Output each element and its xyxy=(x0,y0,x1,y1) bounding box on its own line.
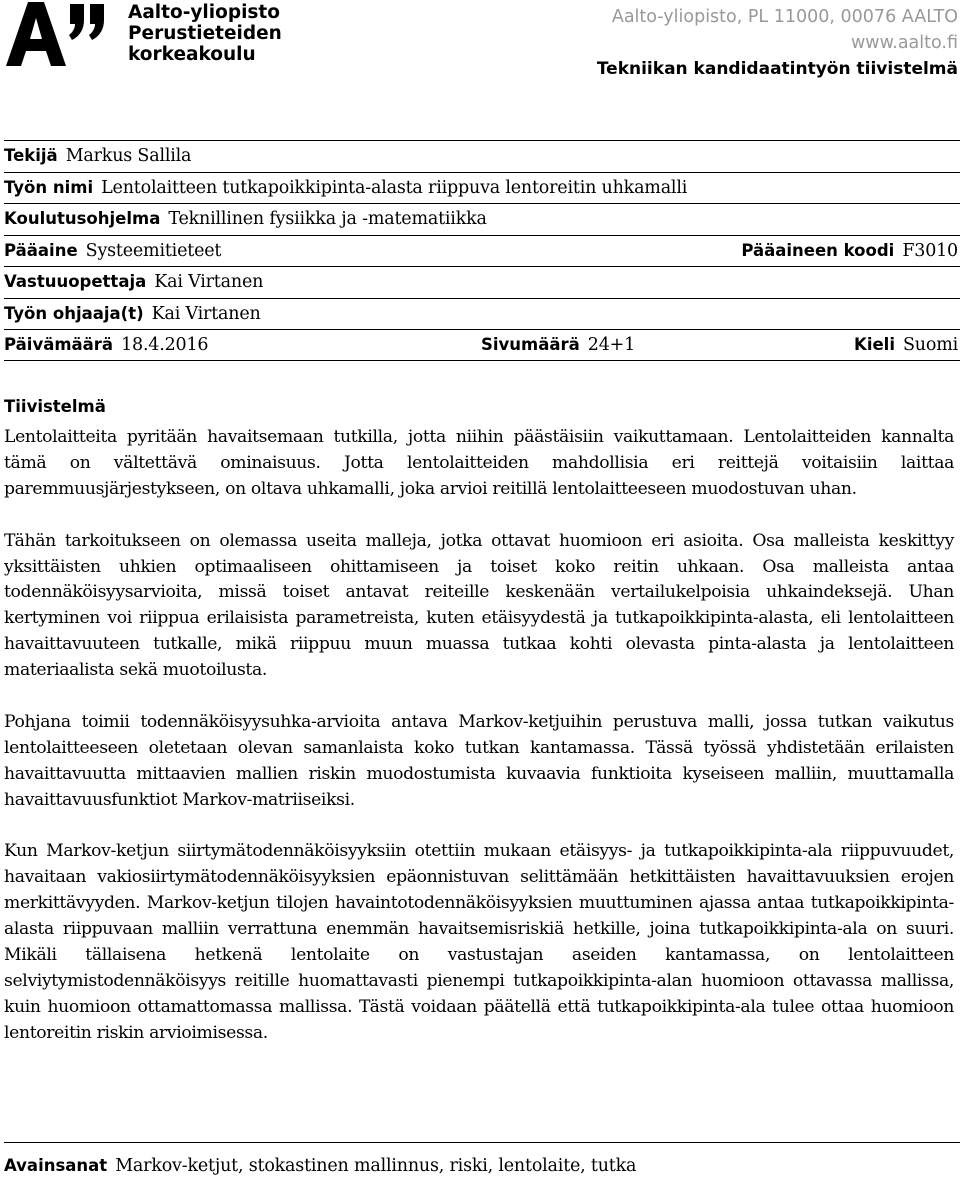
title-value: Lentolaitteen tutkapoikkipinta-alasta riippuva lentoreitin uhkamalli xyxy=(101,177,688,198)
date-value: 18.4.2016 xyxy=(121,335,209,355)
website-link[interactable]: www.aalto.fi xyxy=(850,33,958,53)
title-label: Työn nimi xyxy=(4,177,94,197)
major-row xyxy=(4,235,960,267)
programme-row xyxy=(4,203,960,235)
document-title: Tekniikan kandidaatintyön tiivistelmä xyxy=(596,59,958,79)
author-row xyxy=(4,140,960,172)
university-logo xyxy=(4,0,304,72)
author-label: Tekijä xyxy=(4,146,58,165)
author-value: Markus Sallila xyxy=(65,146,192,166)
logo-line-2: Perustieteiden xyxy=(128,23,282,44)
advisor-value: Kai Virtanen xyxy=(151,303,261,324)
pages-value: 24+1 xyxy=(587,335,636,355)
major-code-label: Pääaineen koodi xyxy=(741,240,895,260)
advisor-label: Työn ohjaaja(t) xyxy=(4,303,144,323)
major-value: Systeemitieteet xyxy=(85,240,222,261)
abstract-paragraph: Tähän tarkoitukseen on olemassa useita malleja, jotka ottavat huomioon eri asioita. Osa malleista keskittyy yksittäisten uhkien optimaaliseen ohittamiseen ja toiset koko reitin uhkaan. Osa malleista antaa todennäköisyysarvioita, missä toiset antavat reiteille keskenään vertailukelpoisia uhkaindeksejä. Uhan kertyminen voi riippua erilaisista parametreista, kuten etäisyydestä ja tutkapoikkipinta-alasta, eli lentolaitteen havaittavuuteen tutkalle, mikä riippuu muun muassa tutkaa kohti olevasta pinta-alasta ja lentolaitteen materiaalista sekä muotoilusta. xyxy=(4,530,954,681)
abstract-heading: Tiivistelmä xyxy=(4,397,106,416)
language-value: Suomi xyxy=(903,335,958,355)
abstract-paragraph: Pohjana toimii todennäköisyysuhka-arvioita antava Markov-ketjuihin perustuva malli, jossa tutkan vaikutus lentolaitteeseen oletetaan olevan samanlaista koko tutkan kantamassa. Tässä työssä yhdistetään erilaisten havaittavuutta mittaavien mallien riskin muodostumista kuvaavia funktioita kyseiseen malliin, muuttamalla havaittavuusfunktiot Markov-matriiseiksi. xyxy=(4,711,954,810)
abstract-paragraph: Kun Markov-ketjun siirtymätodennäköisyyksiin otettiin mukaan etäisyys- ja tutkapoikkipinta-ala riippuvuudet, havaitaan vakiosiirtymätodennäköisyyksien epäonnistuvan selittämään hetkittäisten havaittavuuksien erojen merkittävyyden. Markov-ketjun tilojen havaintotodennäköisyyksien muuttuminen ajassa antaa tutkapoikkipinta-alasta riippuvaan malliin verrattuna enemmän havaitsemisriskiä hetkille, joina tutkapoikkipinta-ala on suuri. Mikäli tällaisena hetkenä lentolaite on vastustajan aseiden kantamassa, on lentolaitteen selviytymistodennäköisyys reitille huomattavasti pienempi tutkapoikkipinta-alan huomioon ottavassa mallissa, kuin huomioon ottamattomassa mallissa. Tästä voidaan päätellä että tutkapoikkipinta-ala tulee ottaa huomioon lentoreitin riskin arvioimisessa. xyxy=(4,841,954,1043)
advisor-row xyxy=(4,298,960,330)
logo-text xyxy=(128,2,282,65)
language-label: Kieli xyxy=(854,335,895,354)
keywords-value: Markov-ketjut, stokastinen mallinnus, riski, lentolaite, tutka xyxy=(115,1156,637,1176)
title-row xyxy=(4,172,960,204)
header-address xyxy=(597,4,958,82)
abstract-body xyxy=(4,425,954,1073)
supervisor-label: Vastuuopettaja xyxy=(4,272,147,291)
major-label: Pääaine xyxy=(4,240,78,260)
programme-label: Koulutusohjelma xyxy=(4,209,161,228)
aalto-logo-icon xyxy=(4,0,114,70)
date-row xyxy=(4,329,960,361)
date-label: Päivämäärä xyxy=(4,335,114,354)
programme-value: Teknillinen fysiikka ja -matematiikka xyxy=(168,209,487,229)
major-code-value: F3010 xyxy=(902,240,958,261)
abstract-paragraph: Lentolaitteita pyritään havaitsemaan tutkilla, jotta niihin päästäisiin vaikuttamaan. Lentolaitteiden kannalta tämä on vältettävä ominaisuus. Jotta lentolaitteiden mahdollisia eri reittejä voitaisiin laittaa paremmuusjärjestykseen, on oltava uhkamalli, joka arvioi reitillä lentolaitteeseen muodostuvan uhan. xyxy=(4,427,954,499)
logo-line-3: korkeakoulu xyxy=(128,44,256,65)
keywords-label: Avainsanat xyxy=(4,1156,108,1175)
pages-label: Sivumäärä xyxy=(481,335,580,354)
logo-line-1: Aalto-yliopisto xyxy=(128,2,280,23)
keywords-row xyxy=(4,1142,960,1182)
supervisor-value: Kai Virtanen xyxy=(154,272,264,292)
thesis-info-table xyxy=(4,140,960,361)
supervisor-row xyxy=(4,266,960,298)
postal-address: Aalto-yliopisto, PL 11000, 00076 AALTO xyxy=(611,7,958,27)
